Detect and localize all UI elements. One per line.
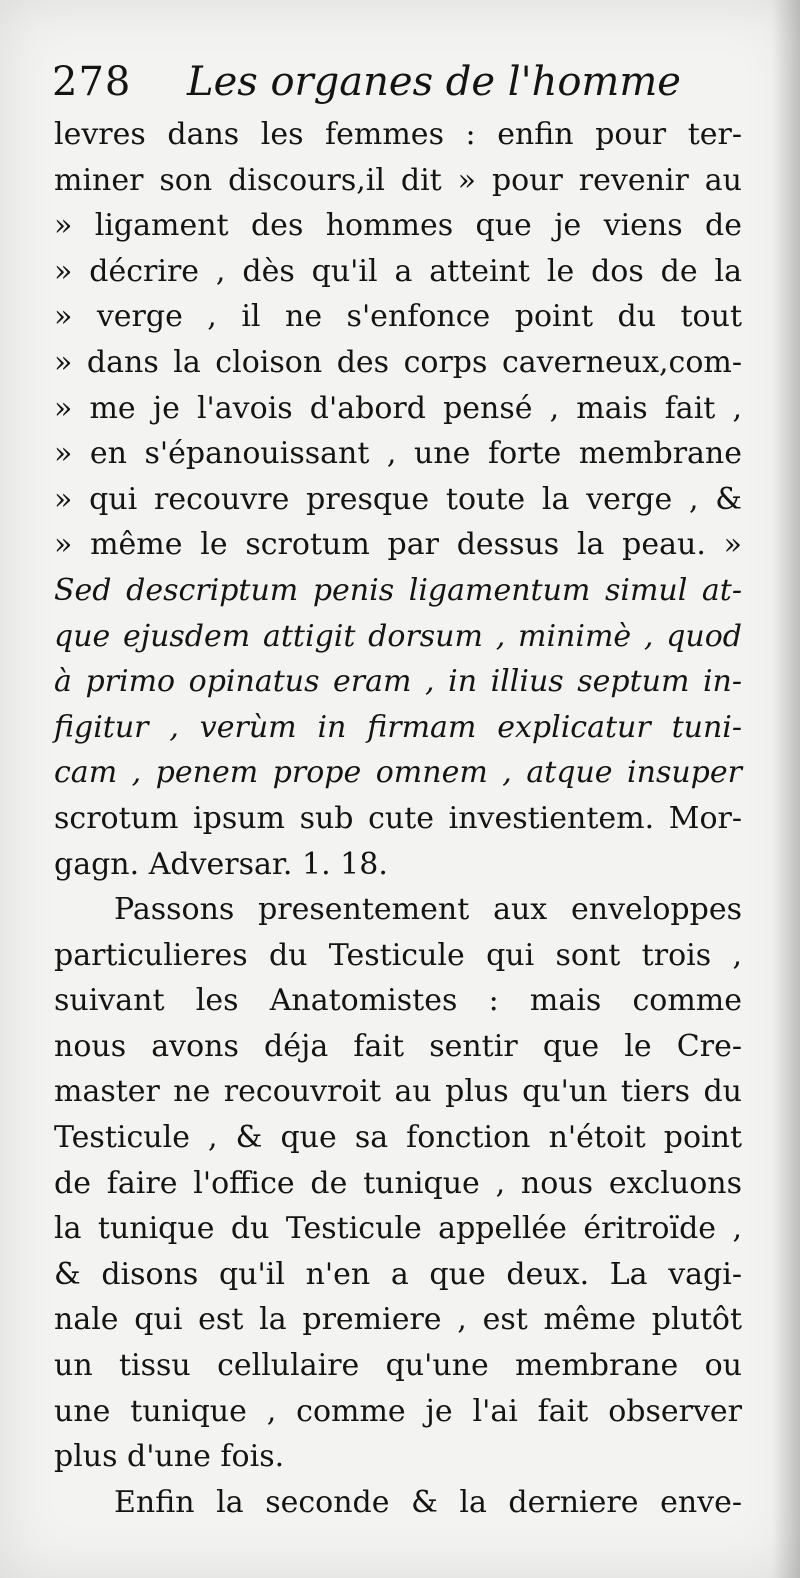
text-line: que ejusdem attigit dorsum , minimè , quod [54, 618, 742, 654]
text-line: Passons presentement aux enveloppes [114, 892, 742, 928]
text-line: » en s'épanouissant , une forte membrane [54, 436, 742, 472]
text-line: particulieres du Testicule qui sont trois , [54, 937, 742, 973]
text-line: & disons qu'il n'en a que deux. La vagi- [54, 1256, 742, 1292]
text-line: plus d'une fois. [54, 1439, 285, 1475]
text-line: scrotum ipsum sub cute investientem. Mor- [54, 800, 742, 836]
text-line: de faire l'office de tunique , nous excluons [54, 1165, 742, 1201]
text-line: à primo opinatus eram , in illius septum in- [54, 664, 742, 700]
text-line: la tunique du Testicule appellée éritroïde , [54, 1211, 742, 1247]
text-line: Testicule , & que sa fonction n'étoit point [54, 1120, 742, 1156]
text-line: levres dans les femmes : enfin pour ter- [54, 117, 742, 152]
text-line: » ligament des hommes que je viens de [54, 208, 742, 244]
text-line: une tunique , comme je l'ai fait observer [54, 1393, 742, 1429]
text-line: figitur , verùm in firmam explicatur tuni- [54, 709, 742, 745]
text-line: » même le scrotum par dessus la peau. » [54, 527, 742, 563]
running-title: Les organes de l'homme [187, 59, 681, 105]
page-number: 278 [52, 59, 132, 105]
text-line: miner son discours,il dit » pour revenir au [54, 162, 742, 198]
text-line: » me je l'avois d'abord pensé , mais fait , [54, 390, 742, 426]
text-line: Sed descriptum penis ligamentum simul at- [54, 572, 742, 608]
text-line: nous avons déja fait sentir que le Cre- [54, 1028, 742, 1064]
text-line: suivant les Anatomistes : mais comme [54, 983, 742, 1019]
text-line: » dans la cloison des corps caverneux,com- [54, 344, 742, 380]
text-line: cam , penem prope omnem , atque insuper [54, 755, 742, 791]
text-line: gagn. Adversar. 1. 18. [54, 846, 388, 882]
text-line: » décrire , dès qu'il a atteint le dos de la [54, 253, 742, 289]
text-line: Enfin la seconde & la derniere enve- [114, 1484, 742, 1520]
body-text [54, 112, 742, 1525]
text-line: master ne recouvroit au plus qu'un tiers du [54, 1074, 742, 1110]
text-line: nale qui est la premiere , est même plutôt [54, 1302, 742, 1338]
page-gutter-shadow [772, 0, 800, 1578]
text-line: » verge , il ne s'enfonce point du tout [54, 299, 742, 335]
text-line: » qui recouvre presque toute la verge , & [54, 481, 742, 517]
text-line: un tissu cellulaire qu'une membrane ou [54, 1348, 742, 1384]
page-header [52, 52, 752, 112]
